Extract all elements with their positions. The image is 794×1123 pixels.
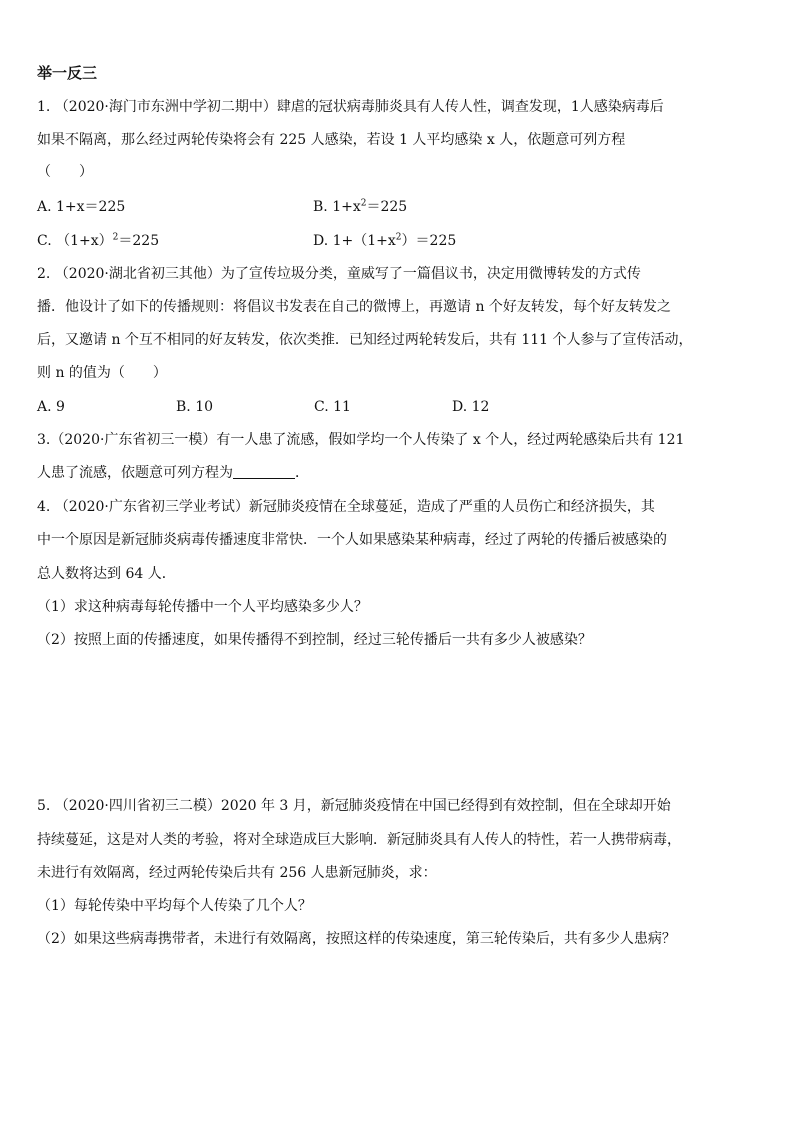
q2-option-a: A. 9 <box>37 399 65 415</box>
q1-option-c-base: C. （1+x） <box>37 233 113 249</box>
q2-line4: 则 n 的值为（ ） <box>37 365 167 381</box>
q4-line2: 中一个原因是新冠肺炎病毒传播速度非常快．一个人如果感染某种病毒，经过了两轮的传播后被感染的 <box>37 532 667 548</box>
q1-option-b-tail: ＝225 <box>366 199 408 215</box>
q4-line1: 4. （2020·广东省初三学业考试）新冠肺炎疫情在全球蔓延，造成了严重的人员伤亡和经济损失，其 <box>37 499 655 515</box>
q1-line2: 如果不隔离，那么经过两轮传染将会有 225 人感染，若设 1 人平均感染 x 人，依题意可列方程 <box>37 132 626 148</box>
q5-line1: 5. （2020·四川省初三二模）2020 年 3 月，新冠肺炎疫情在中国已经得到有效控制，但在全球却开始 <box>37 798 671 814</box>
q2-option-d: D. 12 <box>452 399 490 415</box>
q5-sub2: （2）如果这些病毒携带者，未进行有效隔离，按照这样的传染速度，第三轮传染后，共有多少人患病？ <box>37 931 676 947</box>
q5-line2: 持续蔓延，这是对人类的考验，将对全球造成巨大影响．新冠肺炎具有人传人的特性，若一人携带病毒， <box>37 832 681 848</box>
q2-option-b: B. 10 <box>176 399 214 415</box>
q3-line1: 3.（2020·广东省初三一模）有一人患了流感，假如学均一个人传染了 x 个人，经过两轮感染后共有 121 <box>37 432 685 448</box>
q5-sub1: （1）每轮传染中平均每个人传染了几个人？ <box>37 898 312 914</box>
q1-line1: 1. （2020·海门市东洲中学初二期中）肆虐的冠状病毒肺炎具有人传人性，调查发现，1人感染病毒后 <box>37 99 664 115</box>
q1-option-c-exponent: 2 <box>112 232 119 243</box>
q4-sub2: （2）按照上面的传播速度，如果传播得不到控制，经过三轮传播后一共有多少人被感染？ <box>37 632 592 648</box>
q2-line1: 2. （2020·湖北省初三其他）为了宣传垃圾分类，童威写了一篇倡议书，决定用微博转发的方式传 <box>37 266 641 282</box>
q1-option-c <box>37 231 159 251</box>
answer-blank[interactable] <box>233 464 295 479</box>
q1-option-d-exponent: 2 <box>395 232 402 243</box>
q2-line3: 后，又邀请 n 个互不相同的好友转发，依次类推．已知经过两轮转发后，共有 111 个人参与了宣传活动， <box>37 332 693 348</box>
q1-option-c-tail: ＝225 <box>118 233 160 249</box>
q3-line2-period: ． <box>295 465 309 481</box>
q5-line3: 未进行有效隔离，经过两轮传染后共有 256 人患新冠肺炎，求： <box>37 865 437 881</box>
q4-line3: 总人数将达到 64 人． <box>37 566 176 582</box>
q1-option-d-tail: ）＝225 <box>401 233 457 249</box>
section-title: 举一反三 <box>37 64 98 82</box>
q2-line2: 播．他设计了如下的传播规则：将倡议书发表在自己的微博上，再邀请 n 个好友转发，每个好友转发之 <box>37 299 671 315</box>
q1-line3: （ ） <box>37 164 93 180</box>
q1-option-b-base: B. 1+x <box>313 199 361 215</box>
q4-sub1: （1）求这种病毒每轮传播中一个人平均感染多少人？ <box>37 599 368 615</box>
q3-line2 <box>37 463 309 483</box>
q1-option-d-base: D. 1+（1+x <box>313 233 396 249</box>
q3-line2-text: 人患了流感，依题意可列方程为 <box>37 465 233 481</box>
q1-option-a: A. 1+x＝225 <box>37 199 126 215</box>
q1-option-d <box>313 231 456 251</box>
q1-option-b <box>313 197 407 217</box>
q1-option-b-exponent: 2 <box>360 198 367 209</box>
q2-option-c: C. 11 <box>314 399 351 415</box>
